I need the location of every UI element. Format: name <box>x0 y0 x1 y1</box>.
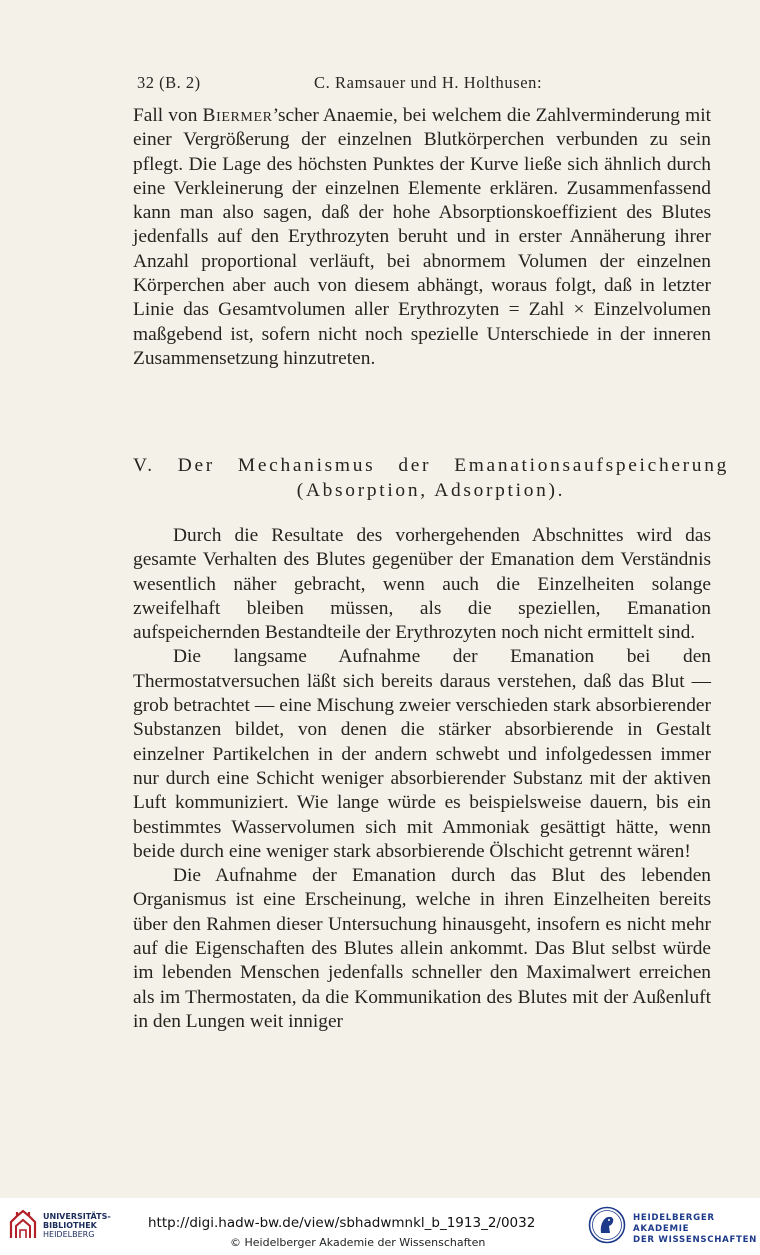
paragraph-2: Durch die Resultate des vorhergehenden Abschnittes wird das gesamte Verhalten des Blutes gegenüber der Emanation dem Verständnis wesentlich näher gebracht, wenn auch die Einzelheiten solange zweifelhaft bleiben müssen, als die speziellen, Emanation aufspeichernden Bestandteile der Erythrozyten noch nicht ermittelt sind. <box>133 525 711 644</box>
body-paragraphs <box>133 524 711 1034</box>
viewer-footer <box>0 1198 760 1255</box>
permalink-url[interactable]: http://digi.hadw-bw.de/view/sbhadwmnkl_b_1913_2/0032 <box>148 1215 536 1231</box>
paragraph-1 <box>133 104 711 371</box>
university-library-logo-icon <box>8 1208 38 1242</box>
section-heading-line-2: (Absorption, Adsorption). <box>296 480 566 501</box>
paragraph-3: Die langsame Aufnahme der Emanation bei den Thermostatversuchen läßt sich bereits daraus verstehen, daß das Blut — grob betrachtet — eine Mischung zweier verschieden stark absorbierender Substanzen bildet, von denen die stärker absorbierende in Gestalt einzelner Partikelchen in der andern schwebt und infolgedessen immer nur durch eine Schicht weniger absorbierender Substanz mit der aktiven Luft kommuniziert. Wie lange würde es beispielsweise dauern, bis ein bestimmtes Wasservolumen sich mit Ammoniak gesättigt hätte, wenn beide durch eine weniger stark absorbierende Ölschicht getrennt wären! <box>133 646 711 862</box>
para1-rest: ’scher Anaemie, bei welchem die Zahlverminderung mit einer Vergrößerung der einzelnen Blutkörperchen verbunden zu sein pflegt. Die Lage des höchsten Punktes der Kurve ließe sich ähnlich durch eine Verkleinerung der einzelnen Elemente erklären. Zusammenfassend kann man also sagen, daß der hohe Absorptionskoeffizient des Blutes jedenfalls auf den Erythrozyten beruht und in erster Annäherung ihrer Anzahl proportional verläuft, bei abnormem Volumen der einzelnen Körperchen aber auch von diesem abhängt, woraus folgt, daß in letzter Linie das Gesamtvolumen aller Erythrozyten = Zahl × Einzelvolumen maßgebend ist, sofern nicht noch spezielle Unterschiede in der inneren Zusammensetzung hinzutreten. <box>133 105 711 369</box>
copyright-notice: © Heidelberger Akademie der Wissenschaften <box>230 1236 486 1249</box>
person-name: Biermer <box>202 105 273 126</box>
para1-start: Fall von <box>133 105 203 126</box>
university-library-name: UNIVERSITÄTS- BIBLIOTHEK HEIDELBERG <box>43 1212 111 1239</box>
section-heading-line-1: V. Der Mechanismus der Emanationsaufspeicherung <box>133 455 729 476</box>
academy-name: HEIDELBERGER AKADEMIE DER WISSENSCHAFTEN <box>633 1213 758 1245</box>
academy-seal-icon <box>588 1206 626 1244</box>
running-title: C. Ramsauer und H. Holthusen: <box>314 73 543 92</box>
section-heading <box>133 453 729 503</box>
paragraph-4: Die Aufnahme der Emanation durch das Blut des lebenden Organismus ist eine Erscheinung, welche in ihren Einzelheiten bereits über den Rahmen dieser Untersuchung hinausgeht, insofern es nicht mehr auf die Eigenschaften des Blutes allein ankommt. Das Blut selbst würde im lebenden Menschen jedenfalls schneller den Maximalwert erreichen als im Thermostaten, da die Kommunikation des Blutes mit der Außenluft in den Lungen weit inniger <box>133 865 711 1032</box>
page-number: 32 (B. 2) <box>137 73 201 92</box>
